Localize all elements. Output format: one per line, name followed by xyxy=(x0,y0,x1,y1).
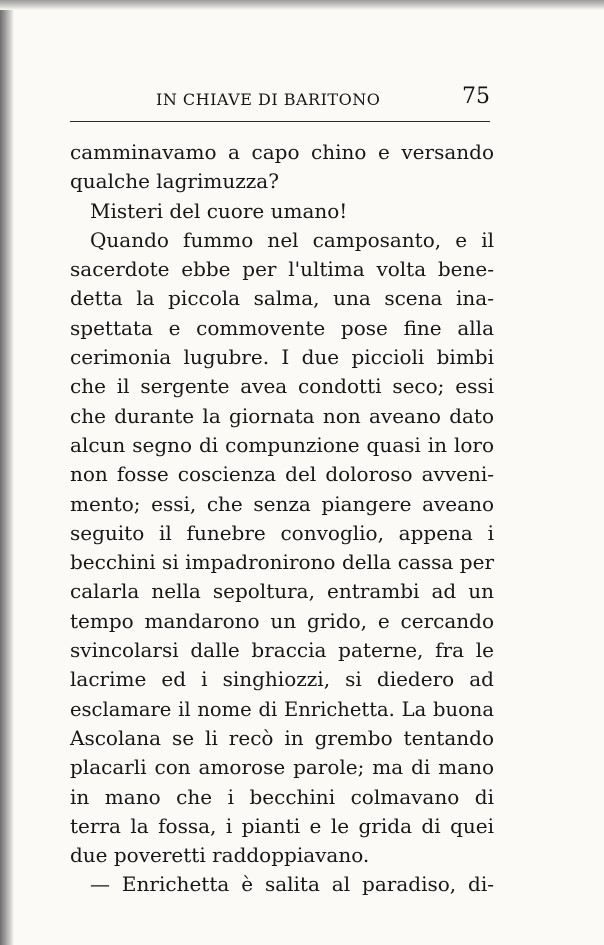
text-line: esclamare il nome di Enrichetta. La buona xyxy=(70,697,494,721)
text-line: qualche lagrimuzza? xyxy=(70,169,279,194)
text-line: calarla nella sepoltura, entrambi ad un xyxy=(70,579,494,604)
text-line: detta la piccola salma, una scena ina- xyxy=(70,286,494,311)
text-line: Ascolana se li recò in grembo tentando xyxy=(70,725,494,750)
text-line: alcun segno di compunzione quasi in loro xyxy=(70,432,494,457)
page-binding-edge xyxy=(0,0,14,945)
text-line: in mano che i becchini colmavano di xyxy=(70,784,494,809)
text-line: che il sergente avea condotti seco; essi xyxy=(70,374,494,399)
body-text xyxy=(70,138,494,900)
text-line: camminavamo a capo chino e versando xyxy=(70,140,494,164)
text-line: che durante la giornata non aveano dato xyxy=(70,403,494,428)
page-header xyxy=(70,82,490,112)
text-line: tempo mandarono un grido, e cercando xyxy=(70,608,494,633)
text-line: sacerdote ebbe per l'ultima volta bene- xyxy=(70,257,494,282)
text-line: svincolarsi dalle braccia paterne, fra le xyxy=(70,638,494,663)
text-line: mento; essi, che senza piangere aveano xyxy=(70,491,494,516)
text-line: non fosse coscienza del doloroso avveni- xyxy=(70,462,494,487)
text-line: lacrime ed i singhiozzi, si diedero ad xyxy=(70,667,494,692)
text-line: terra la fossa, i pianti e le grida di quei xyxy=(70,813,494,838)
text-line: placarli con amorose parole; ma di mano xyxy=(70,755,494,780)
text-line: Misteri del cuore umano! xyxy=(90,198,348,223)
running-title: IN CHIAVE DI BARITONO xyxy=(156,90,381,109)
text-line: cerimonia lugubre. I due piccioli bimbi xyxy=(70,345,494,370)
page-top-edge xyxy=(0,0,604,10)
page-number: 75 xyxy=(462,84,490,109)
text-line: becchini si impadronirono della cassa per xyxy=(70,550,494,575)
text-line: due poveretti raddoppiavano. xyxy=(70,843,370,868)
text-line: seguito il funebre convoglio, appena i xyxy=(70,520,494,545)
text-line: — Enrichetta è salita al paradiso, di- xyxy=(90,872,494,897)
header-rule xyxy=(70,121,490,122)
text-line: Quando fummo nel camposanto, e il xyxy=(90,227,494,252)
text-line: spettata e commovente pose fine alla xyxy=(70,315,494,340)
